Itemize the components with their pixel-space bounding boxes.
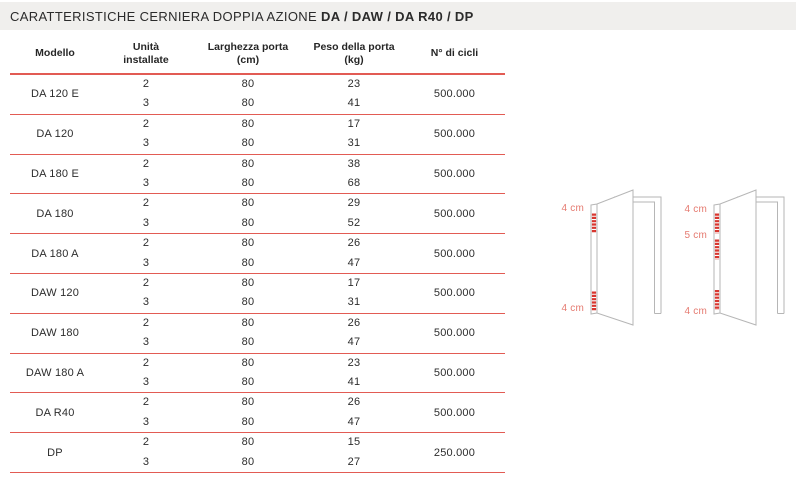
cell-value: 31: [347, 137, 361, 150]
cell-value: 47: [347, 415, 361, 428]
cell-value: 80: [241, 256, 255, 269]
door-weight-cell: [304, 433, 404, 472]
hinge-distance-label-middle: 5 cm: [684, 230, 707, 241]
table-row-group: [10, 194, 505, 234]
door-weight-cell: [304, 155, 404, 194]
cell-value: 3: [142, 97, 150, 110]
door-weight-cell: [304, 75, 404, 114]
cell-value: 80: [241, 396, 255, 409]
units-cell: [100, 274, 192, 313]
cell-value: 3: [142, 137, 150, 150]
hinge-distance-label-top: 4 cm: [684, 204, 707, 215]
cell-value: 2: [142, 396, 150, 409]
model-cell: DA 180 A: [31, 247, 79, 260]
cycles-cell: 500.000: [433, 247, 476, 260]
cell-value: 2: [142, 436, 150, 449]
cell-value: 29: [347, 197, 361, 210]
door-weight-cell: [304, 354, 404, 393]
cell-value: 38: [347, 157, 361, 170]
model-cell: DA R40: [35, 406, 75, 419]
cell-value: 23: [347, 356, 361, 369]
table-row-group: [10, 314, 505, 354]
cycles-cell: 500.000: [433, 287, 476, 300]
units-cell: [100, 393, 192, 432]
units-cell: [100, 115, 192, 154]
door-width-cell: [192, 393, 304, 432]
cell-value: 52: [347, 216, 361, 229]
cell-value: 80: [241, 455, 255, 468]
cell-value: 3: [142, 375, 150, 388]
cell-value: 31: [347, 296, 361, 309]
page-title-regular: CARATTERISTICHE CERNIERA DOPPIA AZIONE: [10, 8, 322, 24]
cell-value: 80: [241, 117, 255, 130]
cell-value: 3: [142, 176, 150, 189]
page-title: [0, 2, 796, 30]
cell-value: 23: [347, 78, 361, 90]
hinge-distance-label-bottom: 4 cm: [684, 306, 707, 317]
cell-value: 3: [142, 296, 150, 309]
cell-value: 3: [142, 256, 150, 269]
cycles-cell: 500.000: [433, 88, 476, 101]
header-cycles: N° di cicli: [430, 47, 479, 59]
door-width-cell: [192, 194, 304, 233]
door-width-cell: [192, 155, 304, 194]
door-width-cell: [192, 234, 304, 273]
cell-value: 41: [347, 97, 361, 110]
header-door-width: Larghezza porta (cm): [207, 40, 289, 66]
cell-value: 26: [347, 316, 361, 329]
table-row-group: [10, 234, 505, 274]
door-weight-cell: [304, 234, 404, 273]
door-weight-cell: [304, 314, 404, 353]
cell-value: 80: [241, 415, 255, 428]
door-weight-cell: [304, 194, 404, 233]
cell-value: 17: [347, 117, 361, 130]
model-cell: DAW 180: [30, 327, 80, 340]
cell-value: 2: [142, 316, 150, 329]
table-row-group: [10, 393, 505, 433]
door-width-cell: [192, 354, 304, 393]
cell-value: 80: [241, 97, 255, 110]
cell-value: 80: [241, 216, 255, 229]
cell-value: 2: [142, 197, 150, 210]
model-cell: DAW 120: [30, 287, 80, 300]
door-weight-cell: [304, 274, 404, 313]
units-cell: [100, 75, 192, 114]
model-cell: DA 120: [36, 128, 74, 141]
door-weight-cell: [304, 115, 404, 154]
units-cell: [100, 234, 192, 273]
header-door-weight: Peso della porta (kg): [313, 40, 395, 66]
units-cell: [100, 155, 192, 194]
table-row-group: [10, 75, 505, 115]
cycles-cell: 250.000: [433, 446, 476, 459]
cell-value: 17: [347, 276, 361, 289]
cell-value: 3: [142, 216, 150, 229]
cycles-cell: 500.000: [433, 366, 476, 379]
door-width-cell: [192, 314, 304, 353]
table-row-group: [10, 155, 505, 195]
cycles-cell: 500.000: [433, 207, 476, 220]
cell-value: 47: [347, 256, 361, 269]
spec-table: [10, 34, 505, 473]
units-cell: [100, 433, 192, 472]
door-diagram-two-hinges: [555, 185, 675, 335]
cell-value: 2: [142, 157, 150, 170]
door-width-cell: [192, 115, 304, 154]
cell-value: 80: [241, 375, 255, 388]
cell-value: 68: [347, 176, 361, 189]
table-row-group: [10, 115, 505, 155]
door-weight-cell: [304, 393, 404, 432]
cycles-cell: 500.000: [433, 128, 476, 141]
hinge-distance-label-bottom: 4 cm: [561, 303, 584, 314]
door-width-cell: [192, 75, 304, 114]
door-width-cell: [192, 433, 304, 472]
page-title-models: DA / DAW / DA R40 / DP: [321, 8, 474, 24]
header-model: Modello: [35, 47, 75, 59]
cell-value: 80: [241, 176, 255, 189]
table-row-group: [10, 433, 505, 473]
cell-value: 80: [241, 157, 255, 170]
table-row-group: [10, 274, 505, 314]
cell-value: 80: [241, 436, 255, 449]
units-cell: [100, 354, 192, 393]
cell-value: 3: [142, 415, 150, 428]
table-body: [10, 75, 505, 473]
model-cell: DAW 180 A: [25, 366, 85, 379]
cell-value: 80: [241, 316, 255, 329]
cell-value: 47: [347, 336, 361, 349]
header-units-installed: Unità installate: [123, 40, 169, 66]
door-width-cell: [192, 274, 304, 313]
cell-value: 80: [241, 296, 255, 309]
cell-value: 80: [241, 78, 255, 90]
table-row-group: [10, 354, 505, 394]
cell-value: 2: [142, 237, 150, 250]
cell-value: 26: [347, 396, 361, 409]
table-header-row: [10, 34, 505, 75]
model-cell: DA 180: [36, 207, 74, 220]
cell-value: 80: [241, 356, 255, 369]
door-diagram-three-hinges: [678, 185, 798, 335]
cell-value: 2: [142, 117, 150, 130]
cell-value: 80: [241, 197, 255, 210]
cell-value: 27: [347, 455, 361, 468]
model-cell: DA 180 E: [30, 167, 80, 180]
cell-value: 26: [347, 237, 361, 250]
units-cell: [100, 194, 192, 233]
cell-value: 2: [142, 276, 150, 289]
model-cell: DA 120 E: [30, 88, 80, 101]
cell-value: 2: [142, 356, 150, 369]
cycles-cell: 500.000: [433, 167, 476, 180]
hinge-distance-label-top: 4 cm: [561, 203, 584, 214]
cell-value: 41: [347, 375, 361, 388]
units-cell: [100, 314, 192, 353]
model-cell: DP: [47, 446, 63, 459]
cell-value: 80: [241, 137, 255, 150]
cell-value: 80: [241, 276, 255, 289]
cell-value: 2: [142, 78, 150, 90]
cell-value: 3: [142, 455, 150, 468]
cell-value: 80: [241, 237, 255, 250]
cell-value: 80: [241, 336, 255, 349]
cycles-cell: 500.000: [433, 327, 476, 340]
cycles-cell: 500.000: [433, 406, 476, 419]
cell-value: 15: [347, 436, 361, 449]
cell-value: 3: [142, 336, 150, 349]
